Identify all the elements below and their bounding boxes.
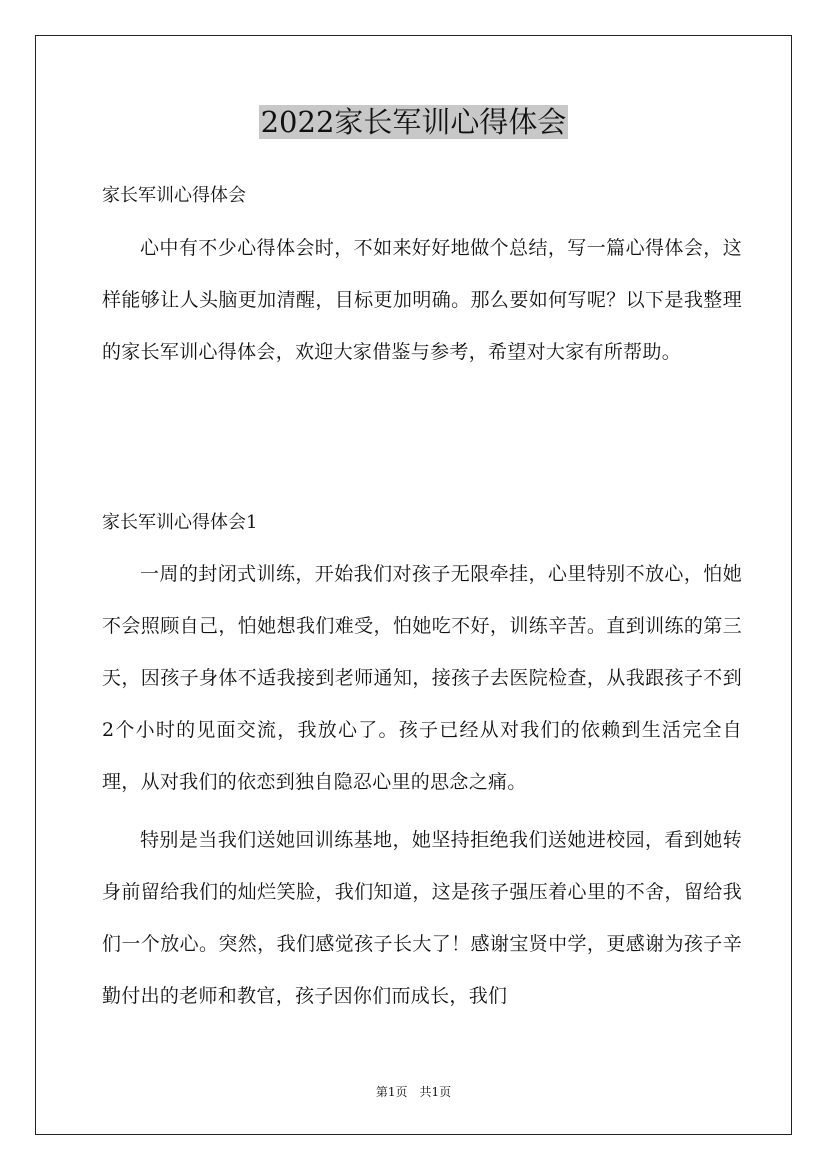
section-1-heading: 家长军训心得体会1 (102, 512, 258, 533)
document-subtitle: 家长军训心得体会 (102, 185, 246, 206)
page-footer: 第1页 共1页 (375, 1085, 452, 1099)
document-title (0, 100, 827, 141)
section-1-paragraph-1: 一周的封闭式训练，开始我们对孩子无限牵挂，心里特别不放心，怕她不会照顾自己，怕她想我们难受，怕她吃不好，训练辛苦。直到训练的第三天，因孩子身体不适我接到老师通知，接孩子去医院检查，从我跟孩子不到2个小时的见面交流，我放心了。孩子已经从对我们的依赖到生活完全自理，从对我们的依恋到独自隐忍心里的思念之痛。 (102, 563, 742, 793)
document-title-text: 2022家长军训心得体会 (260, 105, 567, 139)
section-1-paragraph-2: 特别是当我们送她回训练基地，她坚持拒绝我们送她进校园，看到她转身前留给我们的灿烂笑脸，我们知道，这是孩子强压着心里的不舍，留给我们一个放心。突然，我们感觉孩子长大了！感谢宝贤中学，更感谢为孩子辛勤付出的老师和教官，孩子因你们而成长，我们 (102, 829, 742, 1007)
intro-paragraph: 心中有不少心得体会时，不如来好好地做个总结，写一篇心得体会，这样能够让人头脑更加清醒，目标更加明确。那么要如何写呢？以下是我整理的家长军训心得体会，欢迎大家借鉴与参考，希望对大家有所帮助。 (102, 237, 742, 363)
